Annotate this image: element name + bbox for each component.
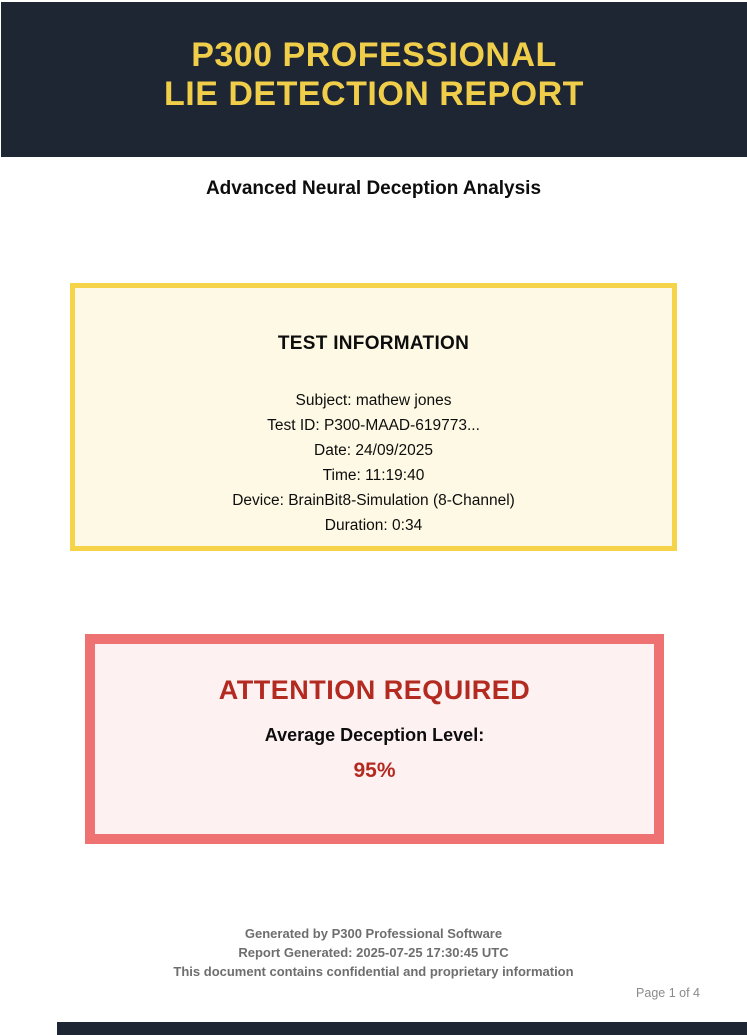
field-label: Time: [322, 467, 357, 484]
field-separator: :: [315, 417, 324, 434]
report-title-line1: P300 PROFESSIONAL: [191, 36, 557, 74]
footer-line: This document contains confidential and proprietary information: [173, 964, 574, 979]
field-separator: :: [356, 467, 366, 484]
page-number: Page 1 of 4: [636, 986, 700, 1000]
report-footer: [0, 924, 747, 981]
field-separator: :: [347, 392, 356, 409]
report-banner: [1, 2, 747, 157]
field-separator: :: [346, 442, 356, 459]
deception-level-value: 95%: [353, 759, 396, 782]
field-label: Device: [232, 492, 280, 509]
test-information-field: [75, 513, 672, 538]
field-label: Test ID: [267, 417, 316, 434]
field-value: 24/09/2025: [355, 442, 433, 459]
field-label: Subject: [295, 392, 348, 409]
field-value: P300-MAAD-619773...: [323, 417, 480, 434]
field-value: mathew jones: [355, 392, 452, 409]
test-information-field: [75, 388, 672, 413]
attention-title: ATTENTION REQUIRED: [218, 675, 531, 705]
field-label: Duration: [324, 517, 384, 534]
test-information-field: [75, 463, 672, 488]
attention-box: [85, 634, 664, 844]
field-separator: :: [279, 492, 289, 509]
report-title-line2: LIE DETECTION REPORT: [164, 75, 584, 113]
field-value: 0:34: [392, 517, 423, 534]
test-information-field: [75, 413, 672, 438]
field-label: Date: [314, 442, 347, 459]
test-information-box: [70, 283, 677, 551]
field-separator: :: [383, 517, 393, 534]
deception-level-label: Average Deception Level:: [264, 725, 485, 745]
test-information-field: [75, 438, 672, 463]
report-subtitle: Advanced Neural Deception Analysis: [205, 178, 542, 199]
next-page-header-edge: [57, 1022, 747, 1035]
field-value: BrainBit8-Simulation (8-Channel): [288, 492, 515, 509]
footer-line: Report Generated: 2025-07-25 17:30:45 UTC: [238, 945, 509, 960]
field-value: 11:19:40: [365, 467, 425, 484]
footer-line: Generated by P300 Professional Software: [244, 926, 503, 941]
test-information-fields: [75, 388, 672, 538]
test-information-field: [75, 488, 672, 513]
test-information-title: TEST INFORMATION: [277, 333, 470, 354]
